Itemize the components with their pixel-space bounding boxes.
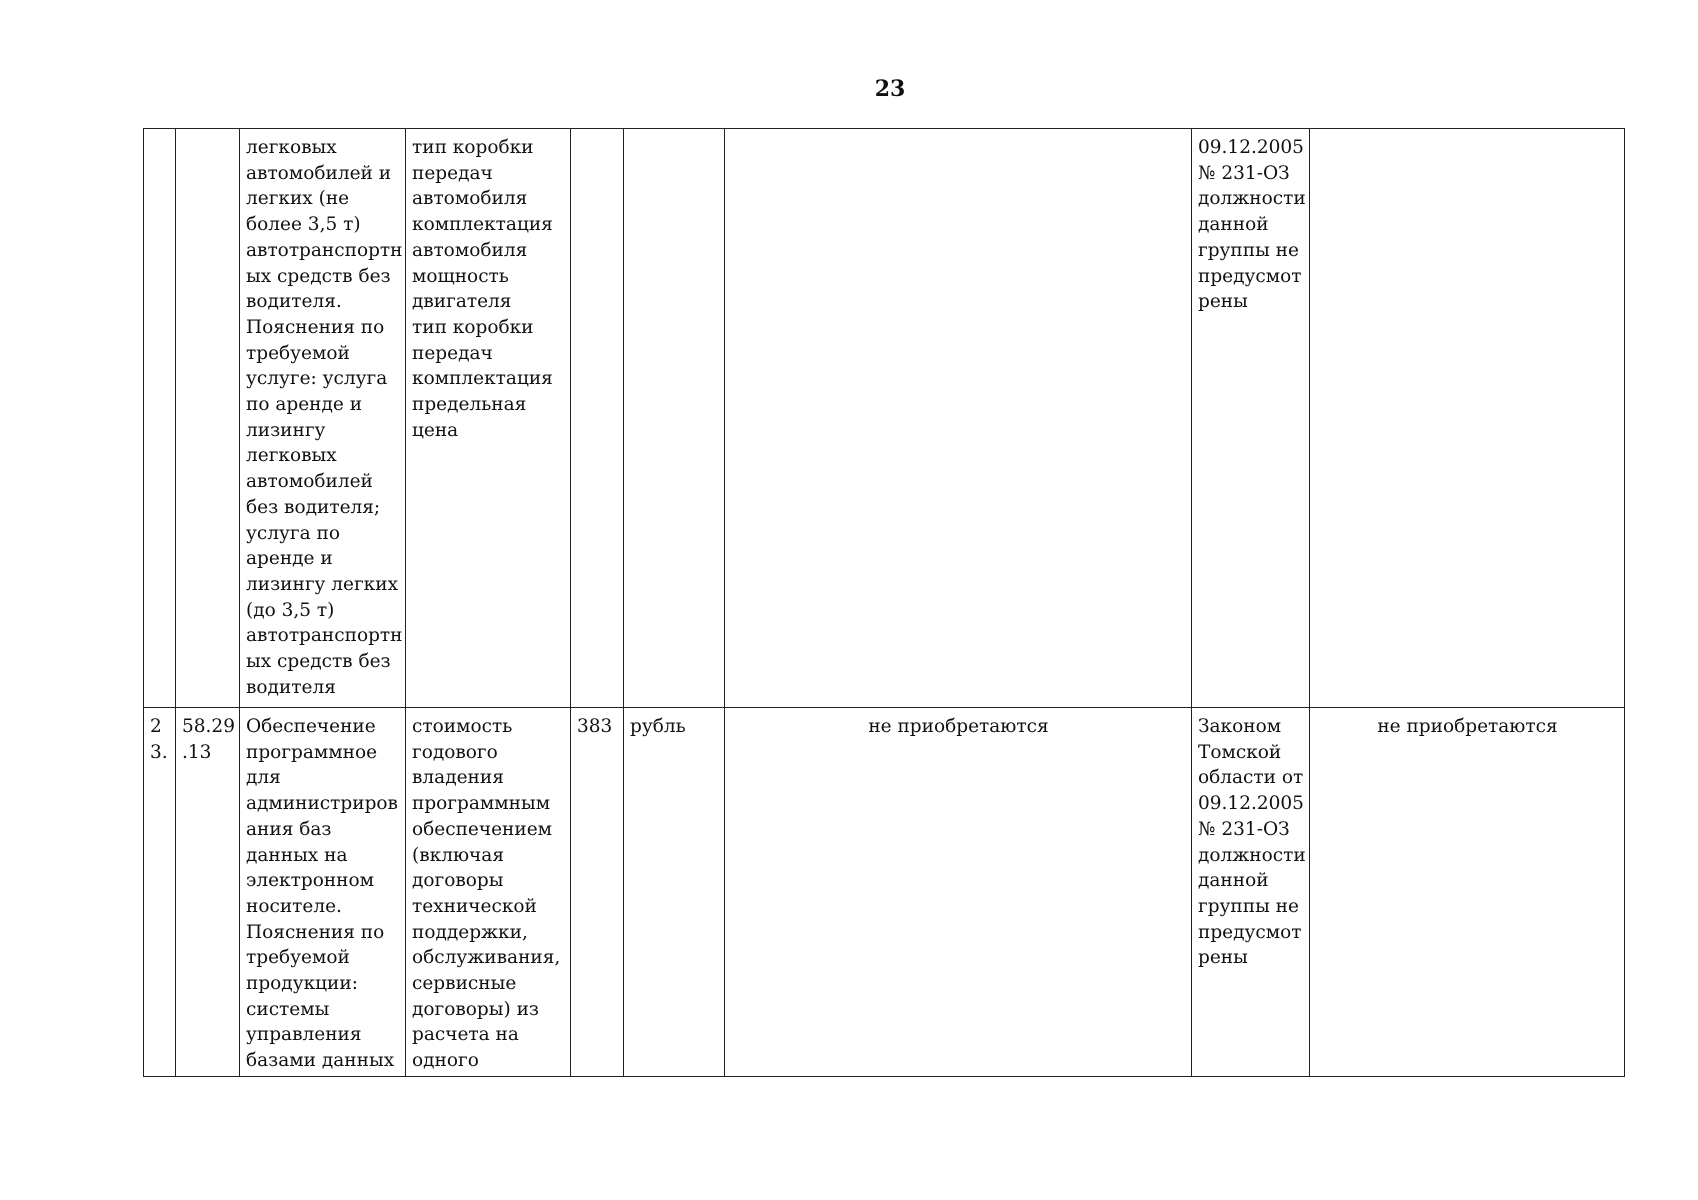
- unit-cell: [624, 129, 725, 708]
- item-name-cell: Обеспечение программное для администриров ания баз данных на электронном носителе. Пояснения по требуемой продукции: системы управления базами данных: [240, 708, 406, 1077]
- characteristic-cell: тип коробки передач автомобиля комплектация автомобиля мощность двигателя тип коробки передач комплектация предельная цена: [406, 129, 571, 708]
- law-reference-cell: Законом Томской области от 09.12.2005 № 231-ОЗ должности данной группы не предусмот рены: [1192, 708, 1310, 1077]
- characteristic-cell: стоимость годового владения программным обеспечением (включая договоры технической поддержки, обслуживания, сервисные договоры) из расчета на одного: [406, 708, 571, 1077]
- value-cell-2: не приобретаются: [1310, 708, 1625, 1077]
- row-number-cell: 2 3.: [144, 708, 176, 1077]
- okpd-code-cell: 58.29 .13: [176, 708, 240, 1077]
- value-cell: [725, 129, 1192, 708]
- unit-cell: рубль: [624, 708, 725, 1077]
- item-name-cell: легковых автомобилей и легких (не более 3,5 т) автотранспортн ых средств без водителя. Пояснения по требуемой услуге: услуга по аренде и лизингу легковых автомобилей без водителя; услуга по аренде и лизингу легких (до 3,5 т) автотранспортн ых средств без водителя: [240, 129, 406, 708]
- okpd-code-cell: [176, 129, 240, 708]
- row-number-cell: [144, 129, 176, 708]
- law-reference-cell: 09.12.2005 № 231-ОЗ должности данной группы не предусмот рены: [1192, 129, 1310, 708]
- table-row: [144, 129, 1625, 708]
- okei-code-cell: [571, 129, 624, 708]
- value-cell: не приобретаются: [725, 708, 1192, 1077]
- okei-code-cell: 383: [571, 708, 624, 1077]
- value-cell-2: [1310, 129, 1625, 708]
- page-number: 23: [874, 76, 906, 102]
- table-row: [144, 708, 1625, 1077]
- requirements-table: [143, 128, 1625, 1077]
